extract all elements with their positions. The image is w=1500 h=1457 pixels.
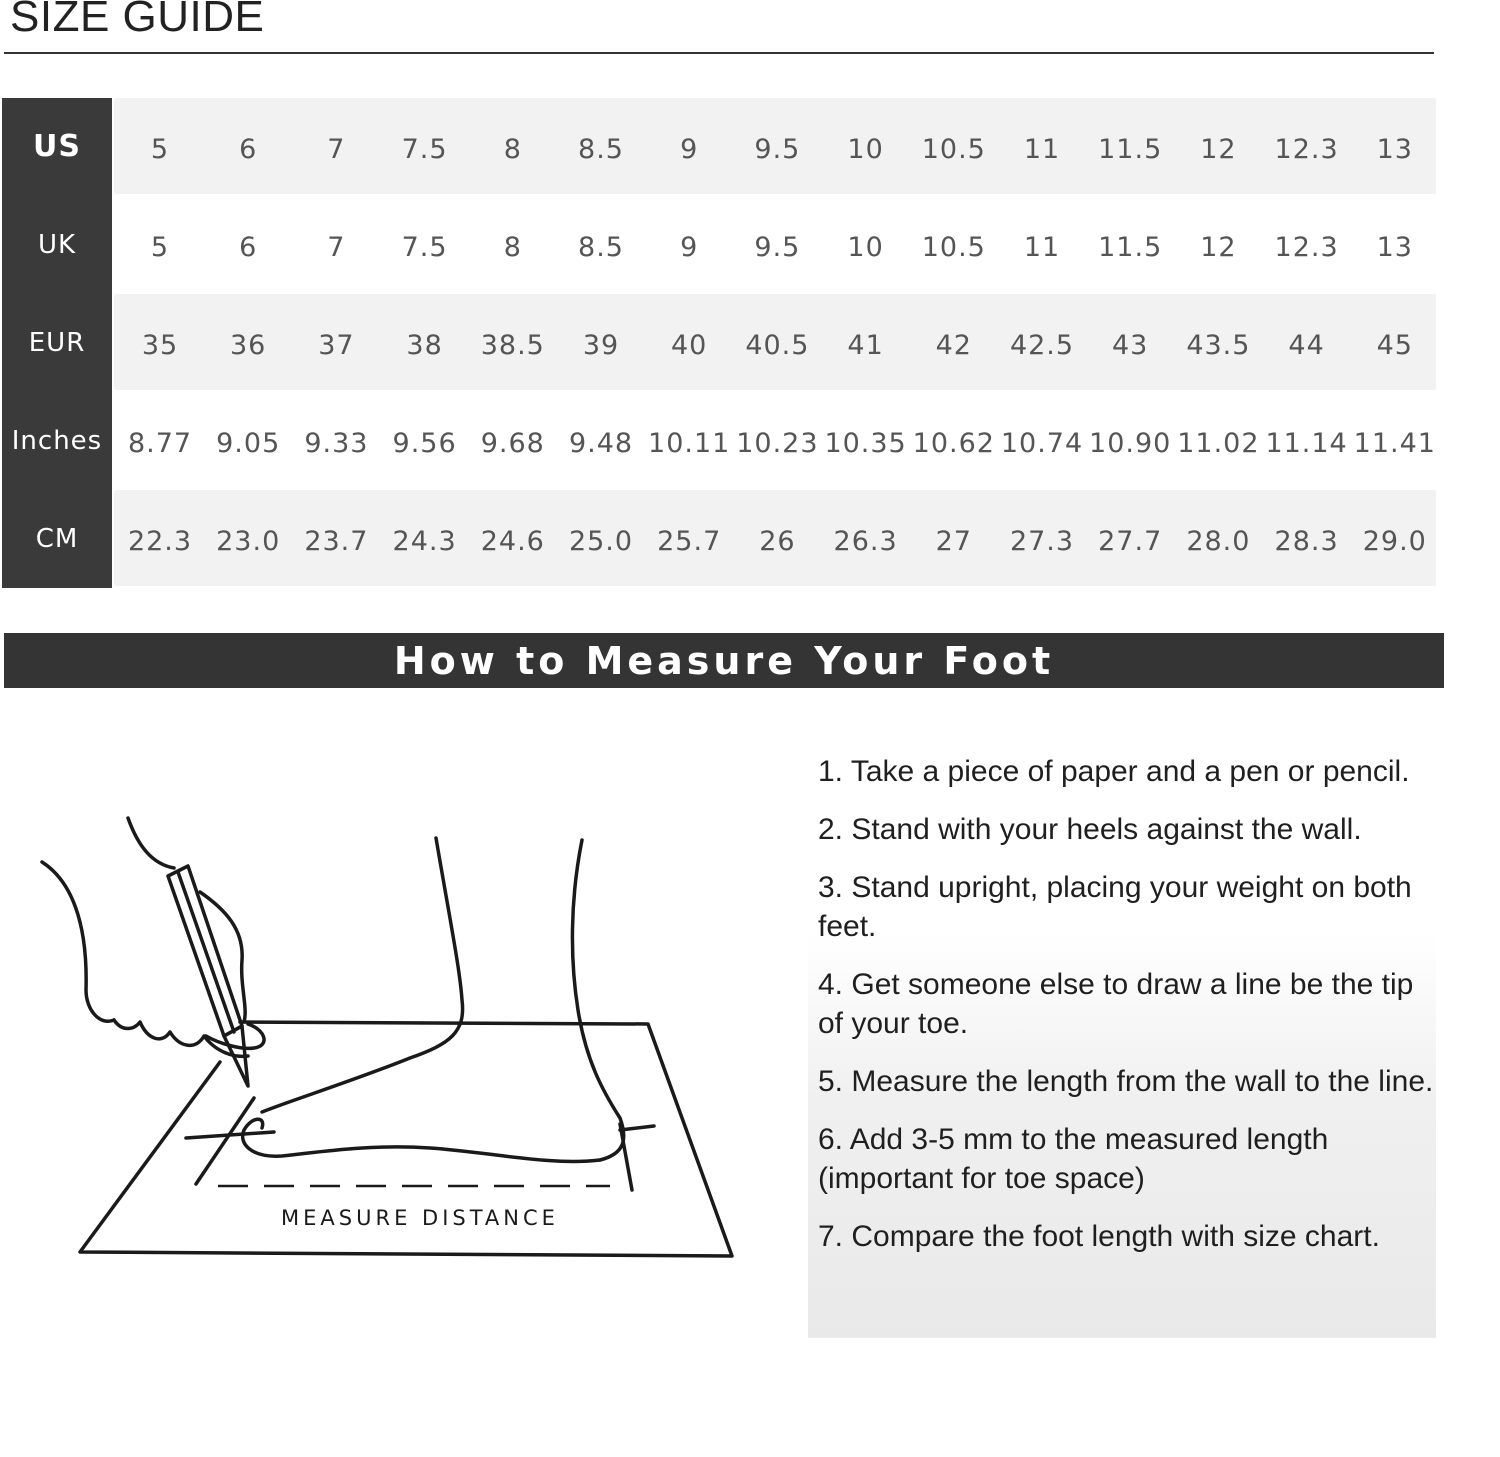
size-cell: 9.05 <box>216 428 281 459</box>
size-cell: 38.5 <box>480 330 545 361</box>
size-row-uk <box>2 196 1436 294</box>
size-cell: 24.3 <box>392 526 457 557</box>
size-cell: 10.62 <box>912 428 995 459</box>
size-cell: 7.5 <box>401 134 448 165</box>
size-cell: 11.41 <box>1353 428 1436 459</box>
size-cell: 13 <box>1376 134 1413 165</box>
step-4: 4. Get someone else to draw a line be the tip of your toe. <box>818 968 1414 1040</box>
size-cell: 41 <box>847 330 884 361</box>
size-cell: 9.33 <box>304 428 369 459</box>
size-cell: 10.23 <box>736 428 819 459</box>
size-cell: 24.6 <box>480 526 545 557</box>
size-cell: 40 <box>671 330 708 361</box>
size-cell: 39 <box>582 330 620 361</box>
size-cell: 5 <box>150 134 170 165</box>
size-cell: 10.11 <box>648 428 731 459</box>
size-cell: 10.5 <box>921 232 986 263</box>
size-cell: 11 <box>1023 134 1061 165</box>
size-cell: 12.3 <box>1274 134 1339 165</box>
size-cell: 8.5 <box>578 134 624 165</box>
size-cell: 12 <box>1200 134 1237 165</box>
size-cell: 9.5 <box>754 232 801 263</box>
size-cell: 7.5 <box>401 232 448 263</box>
step-6: 6. Add 3-5 mm to the measured length (important for toe space) <box>818 1123 1329 1195</box>
step-5: 5. Measure the length from the wall to the line. <box>818 1065 1434 1098</box>
size-row-cm <box>2 490 1436 588</box>
size-cell: 10.90 <box>1089 428 1172 459</box>
measure-banner: How to Measure Your Foot <box>4 633 1444 688</box>
row-label: Inches <box>11 426 103 456</box>
size-cell: 37 <box>318 330 355 361</box>
size-row-eur <box>2 294 1436 392</box>
measure-steps <box>818 752 1438 1275</box>
size-cell: 22.3 <box>127 526 193 557</box>
size-cell: 12 <box>1200 232 1237 263</box>
size-cell: 11.02 <box>1177 428 1260 459</box>
size-cell: 10.5 <box>921 134 986 165</box>
size-cell: 27.3 <box>1009 526 1075 557</box>
size-cell: 8.5 <box>578 232 624 263</box>
size-cell: 11.14 <box>1265 428 1348 459</box>
size-cell: 42 <box>935 330 972 361</box>
size-cell: 10.74 <box>1000 428 1084 459</box>
size-cell: 13 <box>1376 232 1413 263</box>
size-cell: 10 <box>847 134 884 165</box>
size-cell: 9.56 <box>392 428 457 459</box>
measure-caption: MEASURE DISTANCE <box>281 1206 559 1230</box>
size-cell: 40.5 <box>745 330 810 361</box>
size-cell: 10.35 <box>824 428 907 459</box>
size-cell: 8.77 <box>127 428 193 459</box>
size-cell: 9.48 <box>568 428 634 459</box>
size-cell: 5 <box>150 232 170 263</box>
size-cell: 23.7 <box>304 526 369 557</box>
size-cell: 9 <box>680 134 699 165</box>
size-cell: 6 <box>239 134 258 165</box>
size-cell: 25.7 <box>657 526 722 557</box>
size-cell: 45 <box>1376 330 1413 361</box>
size-cell: 9.5 <box>754 134 801 165</box>
row-label: UK <box>37 230 77 260</box>
size-row-inches <box>2 392 1436 490</box>
size-cell: 25.0 <box>568 526 634 557</box>
size-cell: 36 <box>230 330 267 361</box>
step-2: 2. Stand with your heels against the wall. <box>818 813 1362 846</box>
size-cell: 35 <box>141 330 179 361</box>
size-cell: 6 <box>239 232 258 263</box>
size-cell: 28.0 <box>1186 526 1251 557</box>
size-cell: 28.3 <box>1274 526 1339 557</box>
size-cell: 9 <box>680 232 699 263</box>
size-row-us <box>2 98 1436 196</box>
size-cell: 38 <box>406 330 443 361</box>
size-cell: 7 <box>327 134 346 165</box>
size-cell: 8 <box>503 134 522 165</box>
size-cell: 43 <box>1112 330 1149 361</box>
size-cell: 29.0 <box>1362 526 1427 557</box>
size-cell: 11.5 <box>1098 134 1163 165</box>
size-cell: 42.5 <box>1009 330 1075 361</box>
row-label: CM <box>35 524 79 554</box>
size-cell: 23.0 <box>216 526 281 557</box>
size-cell: 44 <box>1288 330 1325 361</box>
size-cell: 26 <box>759 526 796 557</box>
row-label: US <box>33 129 81 164</box>
step-3: 3. Stand upright, placing your weight on both feet. <box>818 871 1412 943</box>
size-cell: 7 <box>327 232 346 263</box>
step-1: 1. Take a piece of paper and a pen or pencil. <box>818 755 1410 788</box>
size-cell: 11.5 <box>1098 232 1163 263</box>
row-label: EUR <box>28 328 86 358</box>
foot-measure-illustration <box>30 800 750 1280</box>
size-cell: 26.3 <box>833 526 898 557</box>
size-cell: 27 <box>935 526 972 557</box>
step-7: 7. Compare the foot length with size chart. <box>818 1220 1380 1253</box>
size-cell: 27.7 <box>1098 526 1163 557</box>
title-divider <box>4 52 1434 54</box>
size-cell: 10 <box>847 232 884 263</box>
page-title: SIZE GUIDE <box>10 0 265 41</box>
size-cell: 12.3 <box>1274 232 1339 263</box>
size-chart-table <box>2 98 1436 588</box>
size-cell: 11 <box>1023 232 1061 263</box>
size-cell: 8 <box>503 232 522 263</box>
size-cell: 9.68 <box>480 428 545 459</box>
size-cell: 43.5 <box>1186 330 1251 361</box>
